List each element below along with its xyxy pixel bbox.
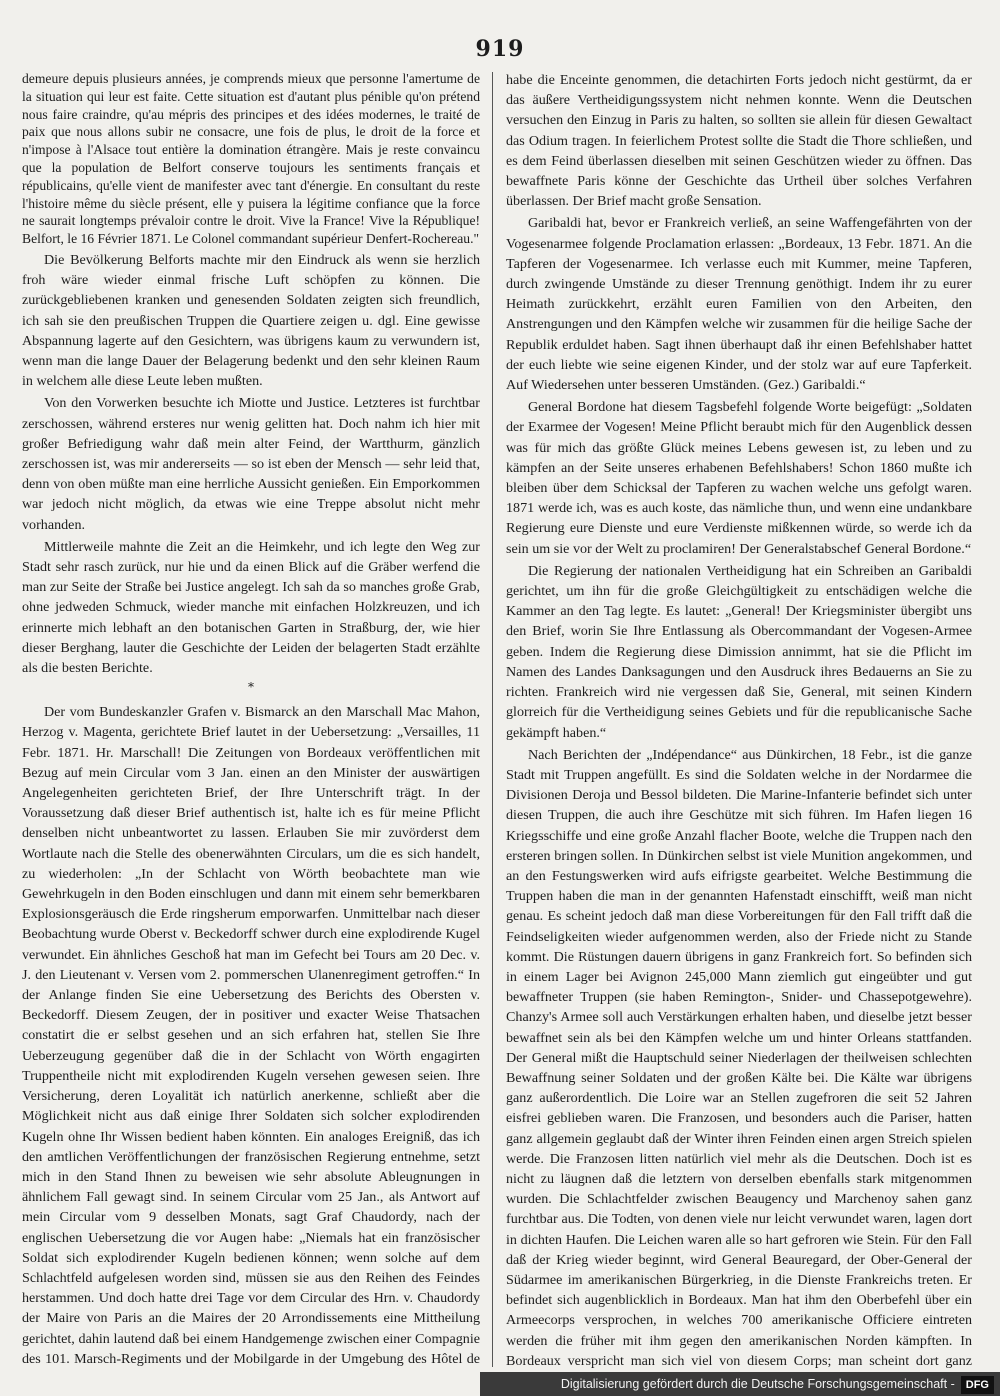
- article-paragraph: Nach Berichten der „Indépendance“ aus Dünkirchen, 18 Febr., ist die ganze Stadt mit Truppen angefüllt. Es sind die Soldaten welche in der Nordarmee die Divisionen Deroja und Bessol bildeten. Die Marine-Infanterie befindet sich unter diesen Truppen, die auch ihre Geschütze mit sich führen. Im Hafen liegen 16 Kriegsschiffe und eine große Anzahl flacher Boote, welche die Truppen nach den ersteren bringen sollen. In Dünkirchen selbst ist viele Munition angekommen, und an den Festungswerken wird aufs eifrigste gearbeitet. Welche Bestimmung die Truppen haben die man in der genannten Hafenstadt einschifft, weiß man nicht genau. Es scheint jedoch daß man diese Vorbereitungen für den Fall trifft daß die Feindseligkeiten wieder aufgenommen werden, also der Friede nicht zu Stande kommt. Die Rüstungen dauern übrigens in ganz Frankreich fort. So befinden sich in einem Lager bei Avignon 245,000 Mann ziemlich gut eingeübter und gut bewaffneter Truppen (sie haben Remington-, Snider- und Chassepotgewehre). Chanzy's Armee soll auch Verstärkungen erhalten haben, und dieselbe jetzt besser bewaffnet sein als bei den Kämpfen welche um und hinter Orleans stattfanden. Der General mißt die Hauptschuld seiner Niederlagen der theilweisen schlechten Bewaffnung seiner Soldaten und der großen Kälte bei. Die Kälte war übrigens ganz außerordentlich. Die Loire war an Stellen zugefroren die seit 52 Jahren eisfrei geblieben waren. Die Franzosen, und besonders auch die Pariser, hatten ganz allgemein geglaubt daß der Winter ihren Feinden einen argen Streich spielen werde. Die Franzosen litten natürlich viel mehr als die Deutschen. Doch ist es nicht zu läugnen daß die letztern von derselben ebenfalls stark mitgenommen wurden. Die Schlachtfelder zwischen Beaugency und Marchenoy sahen ganz furchtbar aus. Die Todten, von denen viele nur leicht verwundet waren, lagen dort in dichten Haufen. Die Leichen waren alle so hart gefroren wie Stein. Für den Fall daß der Krieg wieder beginnt, wird General Beauregard, der Ober-General der Südarmee im amerikanischen Bürgerkrieg, in die Dienste Frankreichs treten. Er befindet sich augenblicklich in Bordeaux. Man hat ihm den Oberbefehl über ein Armeecorps versprochen, in welches 700 amerikanische Officiere eintreten werden die früher mit ihm gegen den amerikanischen Norden kämpften. In Bordeaux verspricht man sich viel von diesem Corps; man scheint dort ganz: [506, 746, 972, 1369]
- article-paragraph: Die Regierung der nationalen Vertheidigung hat ein Schreiben an Garibaldi gerichtet, um ihn für die große Gleichgültigkeit zu entschädigen welche die Kammer an den Tag legte. Es lautet: „General! Der Kriegsminister übergibt uns den Brief, worin Sie Ihre Entlassung als Obercommandant der Vogesen-Armee geben. Indem die Regierung diese Dimission annimmt, hat sie die Pflicht im Namen des Landes Danksagungen und den Ausdruck ihres Bedauerns an Sie zu richten. Frankreich wird nie vergessen daß Sie, General, mit seinen Kindern glorreich für die Vertheidigung seines Gebiets und für die republicanische Sache gekämpft haben.“: [506, 562, 972, 741]
- digitization-footer: [480, 1372, 1000, 1396]
- column-divider: [492, 72, 493, 1367]
- article-paragraph: habe die Enceinte genommen, die detachirten Forts jedoch nicht gestürmt, da er das äußere Vertheidigungssystem nicht nehmen konnte. Wenn die Deutschen versuchen den Einzug in Paris zu halten, so sollten sie allein für diesen Gewaltact das Odium tragen. In feierlichem Protest sollte die Stadt die Thore schließen, und es dem Feind überlassen dieselben mit seinen Geschützen wieder zu öffnen. Das bewaffnete Paris könne der Geschichte das Urtheil über solches Verfahren überlassen. Der Brief macht große Sensation.: [506, 72, 972, 210]
- article-paragraph: Der vom Bundeskanzler Grafen v. Bismarck an den Marschall Mac Mahon, Herzog v. Magenta, gerichtete Brief lautet in der Uebersetzung: „Versailles, 11 Febr. 1871. Hr. Marschall! Die Zeitungen von Bordeaux veröffentlichen mit Bezug auf mein Circular vom 3 Jan. einen an den Minister der auswärtigen Angelegenheiten gerichteten Brief, der Ihre Unterschrift trägt. In der Voraussetzung daß dieser Brief authentisch ist, halte ich es für meine Pflicht denselben nicht unbeantwortet zu lassen. Erlauben Sie mir zuvörderst dem Wortlaute nach die Stelle des obenerwähnten Circulars, um die es sich handelt, zu wiederholen: „In der Schlacht von Wörth beobachtete man wie Gewehrkugeln in den Boden einschlugen und dann mit einem sehr bemerkbaren Explosionsgeräusch die Erde ringsherum emporwarfen. Unmittelbar nach dieser Beobachtung wurde Oberst v. Beckedorff schwer durch eine explodirende Kugel verwundet. Ein ähnliches Geschoß hat man im Gefecht bei Tours am 20 Dec. v. J. den Lieutenant v. Versen vom 2. pommerschen Ulanenregiment getroffen.“ In der Anlange finden Sie eine Uebersetzung des Berichts des Obersten v. Beckedorff. Diesem Zeugen, der in positiver und exacter Weise Thatsachen constatirt die er selbst gesehen und an sich erfahren hat, stellen Sie Ihre Ueberzeugung gegenüber daß die in der Schlacht von Wörth engagirten Truppentheile nicht mit explodirenden Kugeln versehen gewesen seien. Ihre Versicherung, deren Loyalität ich natürlich anerkenne, schließt aber die Möglichkeit nicht aus daß einige Ihrer Soldaten sich solcher explodirenden Kugeln ohne Ihr Wissen bedient haben könnten. Ein analoges Ereigniß, das ich den amtlichen Veröffentlichungen der französischen Regierung entnehme, setzt mich in den Stand Ihnen zu beweisen wie sehr absolute Ableugnungen in ähnlichem Fall gewagt sind. In seinem Circular vom 25 Jan., als Antwort auf mein Circular vom 9 desselben Monats, sagt Graf Chaudordy, nach der englischen Uebersetzung die vor Augen habe: „Niemals hat ein französischer Soldat sich explodirender Kugeln bedienen können; wenn solche auf dem Schlachtfeld aufgelesen worden sind, müssen sie aus den Reihen des Feindes herstammen. Und doch hatte drei Tage vor dem Circular des Hrn. v. Chaudordy der Maire von Paris an die Maires der 20 Arrondissements eine Mittheilung gerichtet, dahin lautend daß bei einem Handgemenge zwischen einer Compagnie des 101. Marsch-Regiments und der Mobilgarde in der Umgebung des Hôtel de: [22, 704, 480, 1367]
- article-paragraph: Garibaldi hat, bevor er Frankreich verließ, an seine Waffengefährten von der Vogesenarmee folgende Proclamation erlassen: „Bordeaux, 13 Febr. 1871. An die Tapferen der Vogesenarmee. Ich verlasse euch mit Kummer, meine Tapferen, durch zwingende Umstände zu dieser Trennung genöthigt. Indem ihr zu eurer Heimath zurückkehrt, erzählt euren Familien von den Arbeiten, den Anstrengungen und den Kämpfen welche wir zusammen für die heilige Sache der Republik erduldet haben. Sagt ihnen überhaupt daß ihr einen Befehlshaber hattet der euch liebte wie seine eigenen Kinder, und der stolz war auf eure Tapferkeit. Auf Wiedersehen unter besseren Umständen. (Gez.) Garibaldi.“: [506, 215, 972, 394]
- footer-text: Digitalisierung gefördert durch die Deutsche Forschungsgemeinschaft -: [560, 1377, 955, 1391]
- left-column: [22, 70, 480, 1370]
- article-paragraph: demeure depuis plusieurs années, je comprends mieux que personne l'amertume de la situation qui leur est faite. Cette situation est d'autant plus pénible qu'on prétend nous faire craindre, qu'au mépris des principes et des idées modernes, le traité de paix que nous allons subir ne consacre, une fois de plus, le droit de la force et n'impose à l'Alsace tout entière la domination étrangère. Mais je reste convaincu que la population de Belfort conserve toujours les sentiments français et républicains, qu'elle vient de manifester avec tant d'énergie. En consultant du reste l'histoire même du siècle présent, elle y puisera la légitime confiance que la force ne saurait longtemps prévaloir contre le droit. Vive la France! Vive la République! Belfort, le 16 Février 1871. Le Colonel commandant supérieur Denfert-Rochereau.": [22, 71, 480, 247]
- article-separator: *: [248, 680, 254, 695]
- article-paragraph: Mittlerweile mahnte die Zeit an die Heimkehr, und ich legte den Weg zur Stadt sehr rasch zurück, nur hie und da einen Blick auf die Gräber werfend die man zur Seite der Straße bei Justice angelegt. Ich sah da so manches große Grab, ohne jedweden Schmuck, wieder manche mit einfachen Holzkreuzen, und ich erinnerte mich lebhaft an den botanischen Garten in Straßburg, der, wie hier dieser Berghang, lauter die Geschichte der Leiden der belagerten Stadt erzählte als die besten Berichte.: [22, 538, 480, 677]
- article-paragraph: Von den Vorwerken besuchte ich Miotte und Justice. Letzteres ist furchtbar zerschossen, während ersteres nur wenig gelitten hat. Doch nahm ich hier mit großer Befriedigung wahr daß mein alter Feind, der Wartthurm, gänzlich zerschossen ist, was mir andererseits — so ist eben der Mensch — sehr leid that, denn von oben müßte man eine herrliche Aussicht genießen. Ein Emporkommen war jedoch nicht möglich, da etwas wie eine Treppe absolut nicht mehr vorhanden.: [22, 395, 480, 533]
- article-paragraph: General Bordone hat diesem Tagsbefehl folgende Worte beigefügt: „Soldaten der Exarmee der Vogesen! Meine Pflicht beraubt mich für den Augenblick dessen was für mich das größte Glück meines Lebens gewesen ist, zu leben und zu kämpfen an der Seite unseres erhabenen Befehlshabers! Schon 1860 mußte ich bleiben über dem Schicksal der Tapferen zu wachen welche uns gefolgt waren. 1871 werde ich, was es auch koste, das nämliche thun, und wenn eine undankbare Regierung eure Dienste und eure Verdienste mißkennen würde, so werde ich da sein um sie vor der Welt zu proclamiren! Der Generalstabschef General Bordone.“: [506, 399, 972, 557]
- page-number: 919: [475, 36, 525, 62]
- article-paragraph: Die Bevölkerung Belforts machte mir den Eindruck als wenn sie herzlich froh wäre wieder einmal frische Luft schöpfen zu können. Die zurückgebliebenen kranken und genesenden Soldaten zeigten sich freundlich, ich sah sie den preußischen Truppen die Quartiere zeigen u. dgl. Eine gewisse Abspannung lagerte auf den Gesichtern, was übrigens kaum zu verwundern ist, wenn man die lange Dauer der Belagerung bedenkt und den sehr kleinen Raum in welchem alle diese Leute leben mußten.: [22, 251, 480, 390]
- right-column: [506, 70, 972, 1370]
- dfg-logo[interactable]: DFG: [961, 1376, 994, 1394]
